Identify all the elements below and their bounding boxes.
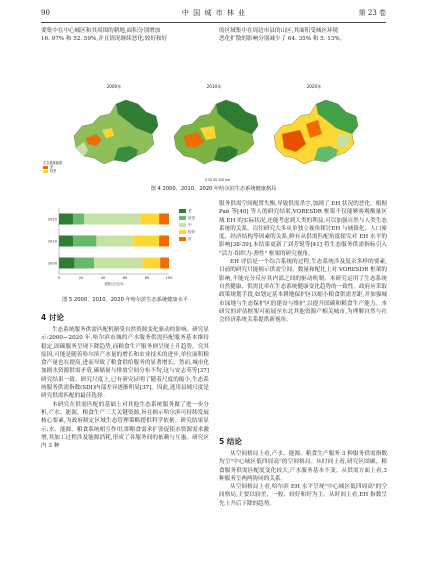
- legend-label: 较差: [50, 169, 57, 173]
- section-4-body: [41, 326, 209, 450]
- page-number: 90: [41, 9, 50, 17]
- figure-5-caption: 图 5 2000、2010、2020 年哈尔滨生态系统健康水平: [62, 297, 188, 303]
- bar-segment: [159, 236, 169, 247]
- paragraph: 本研究在供需匹配的基础上对其他生态系统服务做了进一步分析,产水、能源、粮食生产三大关键资源,旨在揭示哈尔滨可持续发展核心要素,为政府制定区域生态管理策略提供科学依据。研究结果显示:水、能源、粮食系统相互作用,即粮食需求扩张促使水资源需求激增,其加工过程涉及能源消耗,形成了各服务间的依赖与互惠。研究区内 3 种: [41, 401, 209, 450]
- legend-swatch: [179, 230, 186, 234]
- y-tick-label: 2010: [47, 239, 57, 244]
- x-tick-label: 40: [100, 276, 106, 280]
- section-5-title: 5 结论: [219, 437, 242, 446]
- right-column-body: [219, 200, 387, 324]
- y-tick-label: 2020: [47, 217, 57, 222]
- intro-right: [219, 27, 387, 44]
- legend-label: 好: [188, 237, 192, 241]
- x-tick-label: 60: [122, 276, 128, 280]
- bar-segment: [59, 258, 74, 269]
- legend-label: 差: [50, 165, 54, 169]
- paragraph: 从空间格局上看,哈尔滨 EH 水平呈现"中心城区低四周高"的空间格局,主要以较差、一般、较好和好为主。从时间上看,EH 指数呈先上升后下降的趋势。: [219, 484, 387, 507]
- legend-item: [43, 169, 62, 173]
- intro-line: 16. 97% 和 52. 59%,并且情况继续恶化;较好和好: [41, 36, 168, 43]
- map-graphic: [266, 90, 362, 170]
- intro-left: [41, 27, 209, 44]
- paragraph: 从空间格局上看,产水、能源、粮食生产服务 3 种服务供需指数均呈"中心城区低四周高"的空间格局。从时间上看,研究区固碳、粮食服务供需匹配度变化较大,产水服务基本不变。从供需方面上看,3 种服务呈两两协同的关系。: [219, 451, 387, 482]
- legend-label: 较好: [188, 230, 196, 234]
- intro-line: 要集中在中心城区和其周围的耕地,面积分别增加: [41, 28, 161, 34]
- ecosystem-health-chart: [41, 202, 209, 294]
- legend-label: 差: [188, 209, 192, 213]
- section-5-body: [219, 450, 387, 508]
- paragraph: 生态系统服务供需匹配机制受自然资源变化驱动的影响。研究显示:2000—2020 年,哈尔滨市城的产水服务供需匹配服务基本维持稳定,固碳服务呈现下降趋势,而粮食生产服务则呈现上升趋势。究其原因,可能是随着哈尔滨产水量的增长和农业技术的进步,单位面积粮食产量也在提高,进而导致了粮食供给服务的显著增长。然而,城市化加剧水资源供需矛盾,碳储量与排放空间分布不均,这与安志英等[37] 研究结果一致。研究尺度上,已有研究证明了随着尺度的缩小,生态系统服务供需指数(SDI)内部差异逐渐明显[37]。因此,选用县域尺度是研究供需匹配的最佳选择。: [41, 327, 209, 400]
- map-label: 2000年: [106, 84, 122, 89]
- bar-segment: [59, 214, 73, 225]
- paragraph: 服务供需空间配置失衡,导致供需杀字,加剧了 EH 状况的恶化。根据 Pan 等[40] 等人的研究结果,VORESDR 框架不仅能够客观衡量区域 EH 的实际状况,还能考虑到人类的利益,可以加强自然与人类生态系统的关系。以往研究大多从单独立视角探讨EH 与城镇化、人口密度、经济结构等因素的关系,鲜有从供需匹配角度探究对 EH 水平的影响[38-39],本结果更新了刘芳锐等[41] 将生态服务供需指标引入 "活力-组织力-弹性" 框架的研究视角。: [219, 201, 387, 257]
- section-4-title: 4 讨论: [41, 313, 64, 322]
- volume-label: 第 23 卷: [358, 9, 386, 17]
- map-label: 2020年: [306, 84, 322, 89]
- figure-4-caption: 图 4 2000、2010、2020 年哈尔滨生态系统健康格局: [150, 186, 277, 192]
- bar-segment: [59, 236, 73, 247]
- journal-title: 中 国 城 市 林 业: [181, 9, 247, 17]
- map-2000: [66, 84, 162, 172]
- map-legend: [43, 161, 62, 173]
- map-graphic: [66, 90, 162, 170]
- paragraph: EH 评估是一个综合系统的过程,生态系统涉及复杂多样的要素,目前的研究只能揭示供需空间、数量和配比上对 VORESDR 框架的影响,不能充分反应其内部之间的驱动机制。本研究运用了生态系统自然健康、供需比率在生态系统健康变化趋势的一致性。政府应采取政策规划手段,如划定基本耕地保护区以缩小粮食供需差距,并加强城市绿地与生态保护区的建设与维护,以提升固碳和粮食生产能力。本研究的评估框架可拓展至东北其他资源产相关城市,为理解自然与社会经济系统关系提供新视角。: [219, 259, 387, 324]
- bar-segment: [143, 258, 161, 269]
- x-tick-label: 100: [165, 276, 173, 280]
- intro-line: 的区域集中在周边市县的山区,其面积受城区环境: [219, 28, 339, 34]
- legend-label: 中: [188, 223, 192, 227]
- x-tick-label: 80: [144, 276, 150, 280]
- legend-swatch: [179, 223, 186, 227]
- bar-segment: [96, 236, 132, 247]
- map-graphic: [166, 90, 262, 170]
- map-2010: [166, 84, 262, 172]
- header-rule: [41, 22, 386, 23]
- bar-segment: [140, 214, 159, 225]
- bar-segment: [73, 236, 96, 247]
- legend-label: 较差: [188, 216, 196, 220]
- bar-segment: [94, 258, 142, 269]
- map-label: 2010年: [206, 84, 222, 89]
- bar-segment: [73, 214, 84, 225]
- legend-swatch: [179, 237, 186, 241]
- legend-title: 生态系统健康: [43, 161, 63, 165]
- y-tick-label: 2000: [47, 261, 57, 266]
- x-axis-label: 面积占比/%: [104, 282, 124, 286]
- bar-segment: [84, 214, 140, 225]
- legend-swatch: [179, 209, 186, 213]
- bar-segment: [160, 258, 169, 269]
- bar-segment: [74, 258, 94, 269]
- map-2020: [266, 84, 362, 172]
- intro-line: 恶化扩散的影响分别减少了 64. 35% 和 5. 13%。: [219, 36, 346, 43]
- legend-swatch: [179, 216, 186, 220]
- bar-segment: [159, 214, 169, 225]
- bar-segment: [133, 236, 159, 247]
- map-scale: 0 25 50 100 km: [205, 178, 231, 182]
- x-tick-label: 20: [78, 276, 84, 280]
- x-tick-label: 0: [57, 276, 61, 280]
